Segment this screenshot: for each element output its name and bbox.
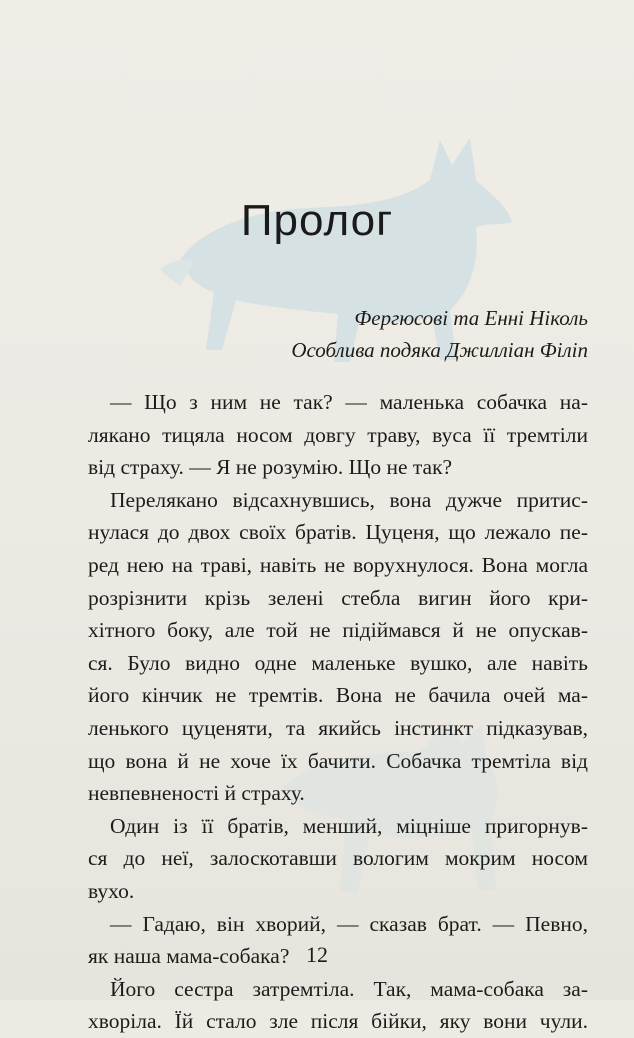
text-line: як наша мама-собака? bbox=[88, 944, 290, 969]
text-line: лякано тицяла носом довгу траву, вуса її тремтіли bbox=[88, 422, 588, 447]
text-line: хітного боку, але той не підіймався й не опускав- bbox=[88, 618, 588, 643]
text-line: невпевненості й страху. bbox=[88, 781, 305, 806]
text-line: — Гадаю, він хворий, — сказав брат. — Певно, bbox=[110, 911, 588, 936]
text-line: Перелякано відсахнувшись, вона дужче притис- bbox=[110, 487, 588, 512]
text-line: що вона й не хоче їх бачити. Собачка тремтіла від bbox=[88, 748, 588, 773]
text-line: від страху. — Я не розумію. Що не так? bbox=[88, 455, 453, 480]
chapter-title: Пролог bbox=[240, 196, 394, 245]
text-line: ленького цуценяти, та якийсь інстинкт підказував, bbox=[88, 715, 588, 740]
text-line: ся до неї, залоскотавши вологим мокрим носом bbox=[88, 846, 588, 871]
text-line: ред нею на траві, навіть не ворухнулося. Вона могла bbox=[88, 552, 588, 577]
text-line: — Що з ним не так? — маленька собачка на- bbox=[110, 390, 588, 414]
text-line: нулася до двох своїх братів. Цуценя, що лежало пе- bbox=[88, 520, 588, 545]
text-line: Його сестра затремтіла. Так, мама-собака за- bbox=[110, 976, 588, 1001]
text-line: розрізнити крізь зелені стебла вигин його кри- bbox=[88, 585, 588, 610]
dedication bbox=[291, 302, 588, 366]
page-number: 12 bbox=[306, 942, 328, 967]
text-line: ся. Було видно одне маленьке вушко, але навіть bbox=[88, 650, 588, 675]
dedication-line: Фергюсові та Енні Ніколь bbox=[354, 306, 588, 330]
text-line: Один із її братів, менший, міцніше пригорнув- bbox=[110, 813, 588, 838]
dedication-line: Особлива подяка Джилліан Філіп bbox=[291, 338, 588, 362]
text-line: його кінчик не тремтів. Вона не бачила очей ма- bbox=[88, 683, 588, 708]
text-line: хворіла. Їй стало зле після бійки, яку вони чули. bbox=[88, 1009, 588, 1034]
text-line: вухо. bbox=[88, 878, 135, 903]
body-text bbox=[88, 386, 588, 1038]
